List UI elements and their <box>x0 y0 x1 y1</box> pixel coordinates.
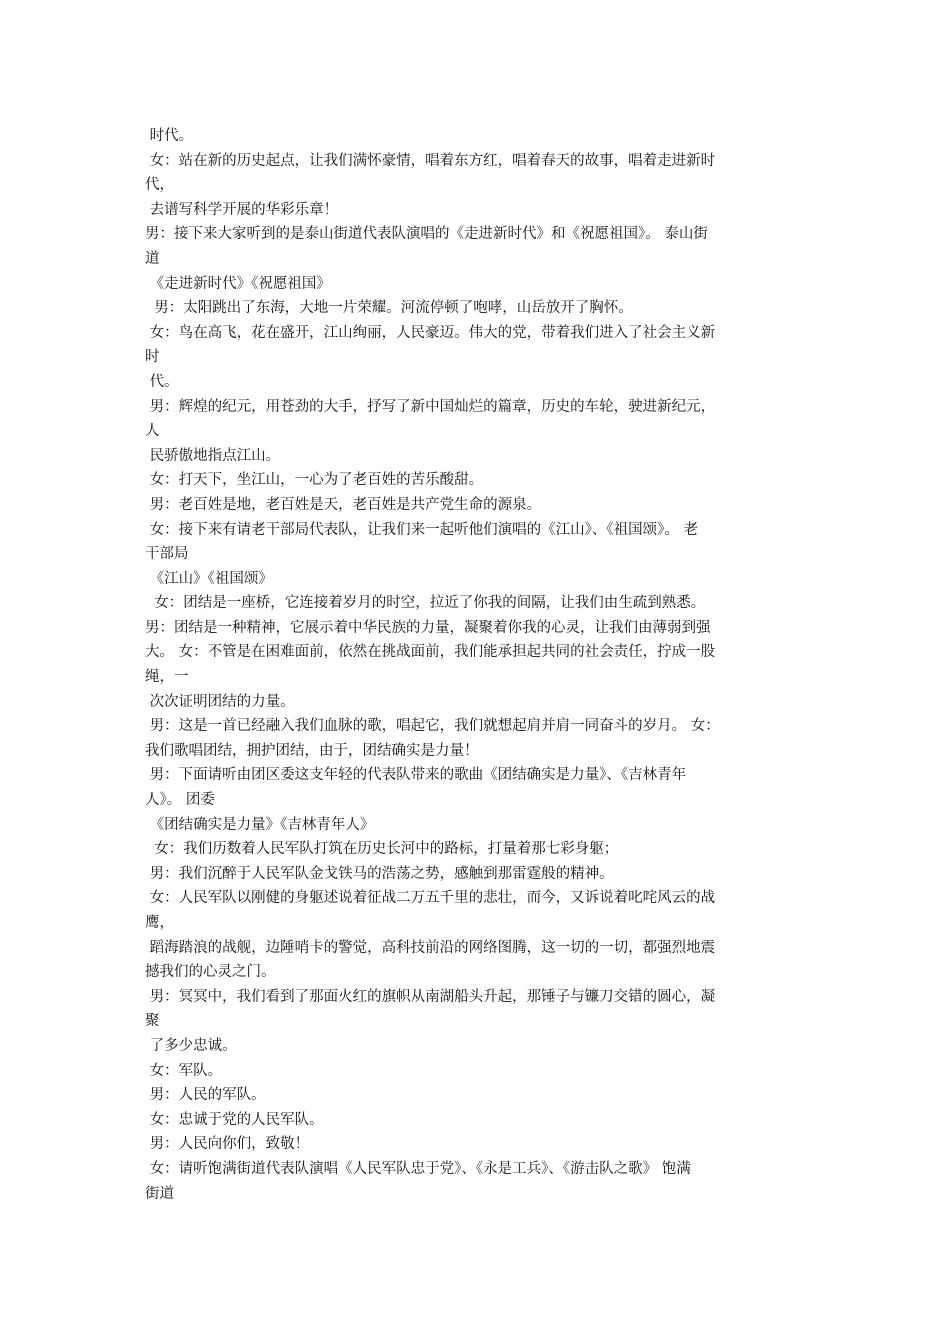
text-line: 次次证明团结的力量。 <box>145 693 295 710</box>
text-line: 时 <box>145 349 160 366</box>
text-line: 男：太阳跳出了东海，大地一片荣耀。河流停顿了咆哮，山岳放开了胸怀。 <box>145 300 633 317</box>
text-line: 蹈海踏浪的战舰，边陲哨卡的警觉，高科技前沿的网络图腾，这一切的一切，都强烈地震 <box>145 939 716 956</box>
text-line: 女：军队。 <box>145 1062 223 1079</box>
text-line: 人》。 团委 <box>145 792 215 809</box>
text-line: 男：团结是一种精神，它展示着中华民族的力量，凝聚着你我的心灵，让我们由薄弱到强 <box>145 619 711 636</box>
text-line: 男：接下来大家听到的是泰山街道代表队演唱的《走进新时代》和《祝愿祖国》。 泰山街 <box>145 226 708 243</box>
text-line: 人 <box>145 423 160 440</box>
text-line: 绳，一 <box>145 669 189 686</box>
text-line: 男：老百姓是地，老百姓是天，老百姓是共产党生命的源泉。 <box>145 496 542 513</box>
text-line: 道 <box>145 250 160 267</box>
text-line: 撼我们的心灵之门。 <box>145 964 276 981</box>
text-line: 干部局 <box>145 546 189 563</box>
text-line: 女：接下来有请老干部局代表队，让我们来一起听他们演唱的《江山》、《祖国颂》。 老 <box>145 521 698 538</box>
text-line: 男：辉煌的纪元，用苍劲的大手，抒写了新中国灿烂的篇章，历史的车轮，驶进新纪元， <box>145 398 716 415</box>
text-line: 大。 女：不管是在困难面前，依然在挑战面前，我们能承担起共同的社会责任，拧成一股 <box>145 644 716 661</box>
text-line: 民骄傲地指点江山。 <box>145 447 281 464</box>
text-line: 男：我们沉醉于人民军队金戈铁马的浩荡之势，感触到那雷霆般的精神。 <box>145 865 614 882</box>
text-line: 代。 <box>145 373 179 390</box>
text-line: 我们歌唱团结，拥护团结，由于，团结确实是力量！ <box>145 742 479 759</box>
text-line: 了多少忠诚。 <box>145 1037 237 1054</box>
text-line: 女：人民军队以刚健的身躯述说着征战二万五千里的悲壮，而今，又诉说着叱咤风云的战 <box>145 890 716 907</box>
song-title-line: 《团结确实是力量》《吉林青年人》 <box>145 816 375 833</box>
text-line: 男：下面请听由团区委这支年轻的代表队带来的歌曲《团结确实是力量》、《吉林青年 <box>145 767 687 784</box>
text-line: 女：鸟在高飞，花在盛开，江山绚丽，人民豪迈。伟大的党，带着我们进入了社会主义新 <box>145 324 716 341</box>
document-page <box>145 124 815 1206</box>
text-line: 男：冥冥中，我们看到了那面火红的旗帜从南湖船头升起，那锤子与镰刀交错的圆心，凝 <box>145 988 716 1005</box>
text-line: 时代。 <box>145 128 194 144</box>
song-title-line: 《走进新时代》《祝愿祖国》 <box>145 275 331 292</box>
text-line: 女：我们历数着人民军队打筑在历史长河中的路标，打量着那七彩身躯； <box>145 841 619 858</box>
text-line: 鹰， <box>145 915 174 931</box>
text-line: 街道 <box>145 1185 174 1202</box>
text-line: 男：人民的军队。 <box>145 1087 266 1104</box>
text-line: 女：打天下，坐江山，一心为了老百姓的苦乐酸甜。 <box>145 472 484 489</box>
text-line: 去谱写科学开展的华彩乐章！ <box>145 201 339 218</box>
text-line: 男：人民向你们，致敬！ <box>145 1136 310 1153</box>
text-line: 女：团结是一座桥，它连接着岁月的时空，拉近了你我的间隔，让我们由生疏到熟悉。 <box>145 595 706 612</box>
song-title-line: 《江山》《祖国颂》 <box>145 570 273 587</box>
text-line: 女：请听饱满街道代表队演唱《人民军队忠于党》、《永是工兵》、《游击队之歌》 饱满 <box>145 1160 691 1177</box>
text-line: 女：忠诚于党的人民军队。 <box>145 1111 324 1128</box>
text-line: 代， <box>145 177 174 194</box>
text-line: 男：这是一首已经融入我们血脉的歌，唱起它，我们就想起肩并肩一同奋斗的岁月。 女： <box>145 718 720 735</box>
text-line: 女：站在新的历史起点，让我们满怀豪情，唱着东方红，唱着春天的故事，唱着走进新时 <box>145 152 716 169</box>
text-line: 聚 <box>145 1013 160 1030</box>
